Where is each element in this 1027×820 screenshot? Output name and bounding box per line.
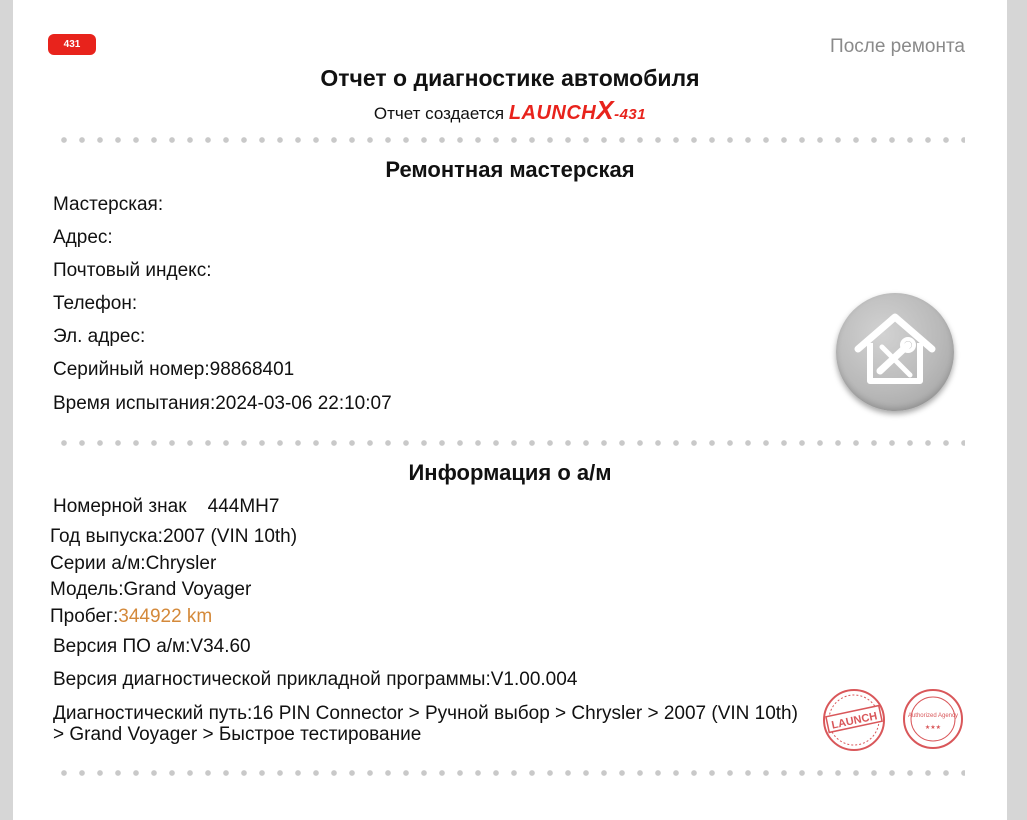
launch-stamp-icon [821, 687, 887, 758]
report-subtitle [13, 95, 1007, 126]
model-label: Модель: [50, 579, 124, 600]
serial-number-value: 98868401 [209, 359, 295, 380]
mileage-value: 344922 km [118, 606, 213, 627]
authorized-agency-stamp-icon [901, 687, 965, 756]
test-time-row [53, 393, 392, 415]
year-row [50, 526, 297, 548]
launch-logo-text: LAUNCH [508, 102, 597, 124]
plate-gap [187, 496, 208, 517]
app-version-value: V1.00.004 [490, 669, 578, 690]
stamp-agency-text: Authorized Agency [907, 713, 959, 719]
field-label: Эл. адрес: [53, 326, 146, 347]
report-status: После ремонта [830, 36, 965, 57]
mileage-row [50, 606, 212, 628]
launch-logo [508, 95, 647, 125]
workshop-section-title: Ремонтная мастерская [385, 157, 635, 182]
workshop-name-row [53, 194, 163, 216]
diagnostic-path-row [53, 703, 803, 745]
test-time-value: 2024-03-06 22:10:07 [215, 393, 392, 414]
plate-label: Номерной знак [53, 496, 187, 517]
field-label: Телефон: [53, 293, 138, 314]
series-row [50, 553, 216, 575]
mileage-label: Пробег: [50, 606, 119, 627]
vehicle-section-title: Информация о а/м [408, 460, 612, 485]
workshop-address-row [53, 227, 113, 249]
model-row [50, 579, 251, 601]
model-value: Grand Voyager [123, 579, 252, 600]
year-value: 2007 (VIN 10th) [162, 526, 298, 547]
launch-logo-num: -431 [614, 106, 647, 123]
workshop-phone-row [53, 293, 137, 315]
app-version-row [53, 669, 577, 691]
field-label: Мастерская: [53, 194, 164, 215]
dotted-divider [55, 440, 965, 446]
software-version-label: Версия ПО а/м: [53, 636, 191, 657]
workshop-email-row [53, 326, 145, 348]
plate-value: 444MH7 [207, 496, 280, 517]
diagnostic-path-value: 16 PIN Connector > Ручной выбор > Chrysler > 2007 (VIN 10th) > Grand Voyager > Быстрое тестирование [53, 703, 798, 745]
svg-text:★★★: ★★★ [924, 724, 942, 731]
report-title: Отчет о диагностике автомобиля [320, 65, 700, 91]
workshop-zip-row [53, 260, 211, 282]
plate-row [53, 496, 279, 518]
field-label: Адрес: [53, 227, 113, 248]
field-label: Серийный номер: [53, 359, 210, 380]
app-badge: 431 [48, 34, 96, 55]
field-label: Почтовый индекс: [53, 260, 212, 281]
serial-number-row [53, 359, 294, 381]
field-label: Время испытания: [53, 393, 216, 414]
report-page [13, 0, 1007, 820]
software-version-row [53, 636, 251, 658]
series-label: Серии а/м: [50, 553, 146, 574]
dotted-divider [55, 770, 965, 776]
year-label: Год выпуска: [50, 526, 163, 547]
app-version-label: Версия диагностической прикладной программы: [53, 669, 491, 690]
stamp-launch-text: LAUNCH [830, 710, 879, 732]
series-value: Chrysler [145, 553, 217, 574]
subtitle-prefix: Отчет создается [373, 104, 505, 123]
software-version-value: V34.60 [190, 636, 251, 657]
house-wrench-icon [836, 293, 954, 411]
launch-logo-x: X [596, 95, 615, 125]
diagnostic-path-label: Диагностический путь: [53, 703, 253, 724]
dotted-divider [55, 137, 965, 143]
